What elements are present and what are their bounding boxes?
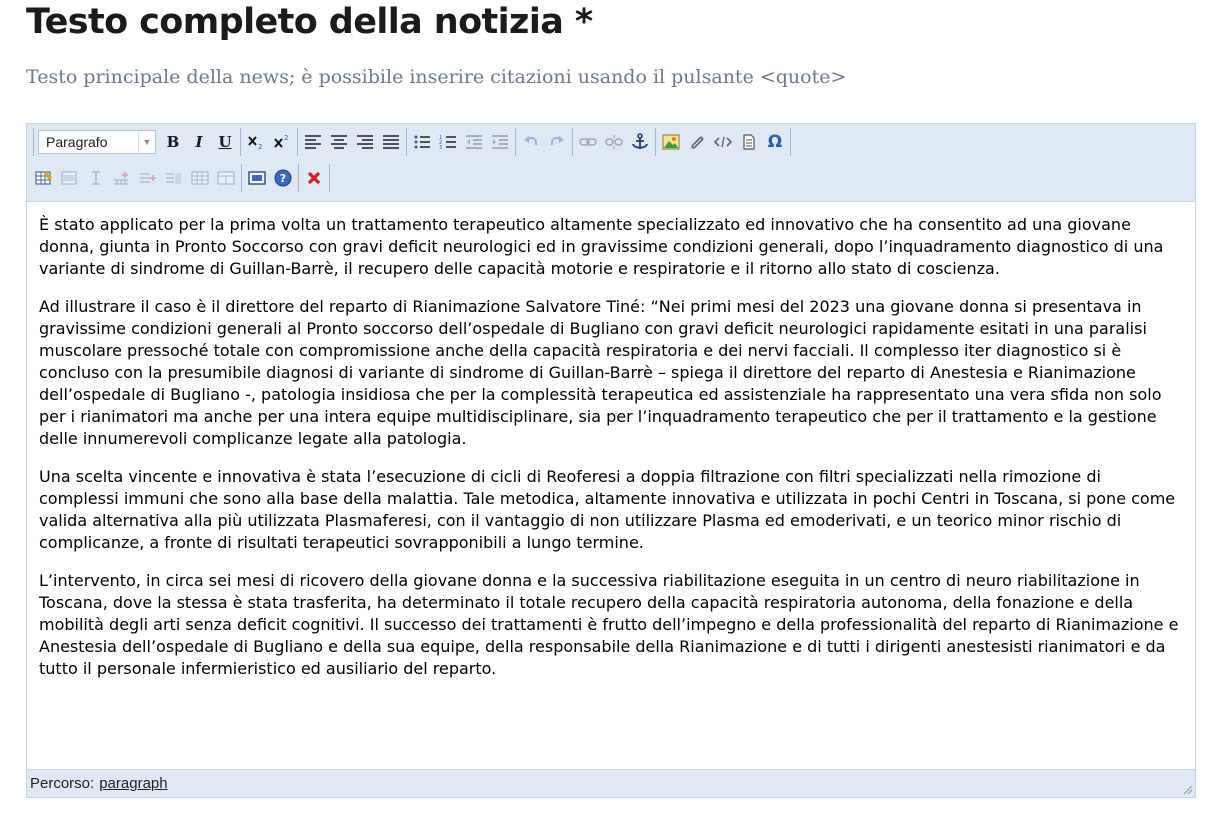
rich-text-editor <box>26 123 1196 798</box>
field-help-text: Testo principale della news; è possibile inserire citazioni usando il pulsante <quote> <box>26 66 847 88</box>
fullscreen-icon <box>248 170 266 186</box>
row-properties-button[interactable] <box>59 167 81 189</box>
toolbar-separator <box>241 164 242 192</box>
align-justify-icon <box>382 134 400 150</box>
document-icon <box>740 134 758 150</box>
link-icon <box>579 134 597 150</box>
merge-cells-button[interactable] <box>189 167 211 189</box>
bullet-list-icon <box>413 134 431 150</box>
paste-document-button[interactable] <box>738 131 760 153</box>
editor-status-bar <box>27 769 1195 797</box>
svg-text:1: 1 <box>439 135 443 141</box>
toolbar-separator <box>406 128 407 156</box>
split-cells-icon <box>217 170 235 186</box>
superscript-button[interactable] <box>271 131 293 153</box>
path-label: Percorso: <box>30 775 95 792</box>
undo-icon <box>522 134 540 150</box>
italic-button[interactable]: I <box>195 133 203 151</box>
html-source-button[interactable] <box>712 131 734 153</box>
help-icon <box>274 169 292 187</box>
toolbar-separator <box>298 164 299 192</box>
insert-image-button[interactable] <box>660 131 682 153</box>
bold-button[interactable]: B <box>166 133 180 151</box>
table-row-icon <box>61 170 79 186</box>
toolbar-separator <box>515 128 516 156</box>
indent-icon <box>491 134 509 150</box>
numbered-list-button[interactable] <box>437 131 459 153</box>
field-title: Testo completo della notizia * <box>26 2 593 42</box>
redo-button[interactable] <box>546 131 568 153</box>
charmap-button[interactable]: Ω <box>767 132 783 152</box>
align-justify-button[interactable] <box>380 131 402 153</box>
cell-properties-button[interactable] <box>85 167 107 189</box>
insert-row-button[interactable] <box>111 167 133 189</box>
table-edit-icon <box>35 170 53 186</box>
align-center-button[interactable] <box>328 131 350 153</box>
align-left-icon <box>304 134 322 150</box>
insert-column-icon <box>139 170 157 186</box>
editor-content-area[interactable] <box>27 201 1195 769</box>
toolbar-separator <box>572 128 573 156</box>
svg-text:2: 2 <box>258 143 263 150</box>
format-select[interactable] <box>38 130 156 154</box>
numbered-list-icon <box>439 134 457 150</box>
subscript-button[interactable] <box>245 131 267 153</box>
undo-button[interactable] <box>520 131 542 153</box>
insert-row-icon <box>113 170 131 186</box>
toolbar-separator <box>329 164 330 192</box>
outdent-icon <box>465 134 483 150</box>
path-element-link[interactable]: paragraph <box>99 775 168 792</box>
outdent-button[interactable] <box>463 131 485 153</box>
format-select-value: Paragrafo <box>46 134 108 150</box>
link-button[interactable] <box>577 131 599 153</box>
content-paragraph: Una scelta vincente e innovativa è stata l’esecuzione di cicli di Reoferesi a doppia filtrazione con filtri specializzati nella rimozione di complessi immuni che sono alla base della malattia. Tale metodica, altamente innovativa e utilizzata in pochi Centri in Toscana, si pone come valida alternativa alla più utilizzata Plasmaferesi, con il vantaggio di non utilizzare Plasma ed emoderivati, e un teorico minor rischio di complicanze, a fronte di risultati terapeutici sovrapponibili a lungo termine. <box>39 467 1176 552</box>
redo-icon <box>548 134 566 150</box>
paperclip-icon <box>688 134 706 150</box>
cancel-button[interactable] <box>303 167 325 189</box>
svg-text:2: 2 <box>284 134 289 142</box>
fullscreen-button[interactable] <box>246 167 268 189</box>
toolbar-separator <box>33 128 34 156</box>
align-left-button[interactable] <box>302 131 324 153</box>
content-paragraph: Ad illustrare il caso è il direttore del reparto di Rianimazione Salvatore Tiné: “Nei primi mesi del 2023 una giovane donna si presentava in gravissime condizioni generali al Pronto soccorso dell’ospedale di Bugliano con gravi deficit neurologici rapidamente esitati in una paralisi muscolare pressoché totale con compromissione anche della capacità respiratoria e dei nervi facciali. Il complesso iter diagnostico si è concluso con la presumibile diagnosi di variante di sindrome di Guillan-Barrè – spiega il direttore del reparto di Anestesia e Rianimazione dell’ospedale di Bugliano -, patologia insidiosa che per la complessità terapeutica ed assistenziale ha rappresentato una vera sfida non solo per i rianimatori ma anche per una intera equipe multidisciplinare, sia per l’inquadramento terapeutico che per il trattamento e la gestione delle innumerevoli complicanze legate alla patologia. <box>39 297 1162 448</box>
merge-cells-icon <box>191 170 209 186</box>
chevron-down-icon: ▼ <box>138 131 155 153</box>
toolbar-row-1 <box>27 124 793 160</box>
align-right-button[interactable] <box>354 131 376 153</box>
toolbar-separator <box>655 128 656 156</box>
attachment-button[interactable] <box>686 131 708 153</box>
anchor-icon <box>631 133 649 151</box>
image-icon <box>662 134 680 150</box>
delete-column-button[interactable] <box>163 167 185 189</box>
indent-button[interactable] <box>489 131 511 153</box>
align-right-icon <box>356 134 374 150</box>
split-cells-button[interactable] <box>215 167 237 189</box>
insert-column-button[interactable] <box>137 167 159 189</box>
toolbar-row-2 <box>27 160 332 196</box>
toolbar-separator <box>297 128 298 156</box>
align-center-icon <box>330 134 348 150</box>
close-icon <box>306 170 322 186</box>
svg-text:3: 3 <box>439 145 443 150</box>
superscript-icon <box>273 134 291 150</box>
help-button[interactable] <box>272 167 294 189</box>
bullet-list-button[interactable] <box>411 131 433 153</box>
table-button[interactable] <box>33 167 55 189</box>
subscript-icon <box>247 134 265 150</box>
svg-text:2: 2 <box>439 140 443 146</box>
code-icon <box>714 134 732 150</box>
svg-text:?: ? <box>279 172 287 185</box>
unlink-icon <box>605 134 623 150</box>
anchor-button[interactable] <box>629 131 651 153</box>
resize-grip-icon[interactable] <box>1181 783 1193 795</box>
table-cell-icon <box>87 170 105 186</box>
underline-button[interactable]: U <box>218 133 232 151</box>
content-paragraph: L’intervento, in circa sei mesi di ricovero della giovane donna e la successiva riabilitazione eseguita in un centro di neuro riabilitazione in Toscana, dove la stessa è stata trasferita, ha determinato il totale recupero della capacità respiratoria autonoma, della fonazione e della mobilità degli arti senza deficit cognitivi. Il successo dei trattamenti è frutto dell’impegno e della professionalità del reparto di Rianimazione e Anestesia dell’ospedale di Bugliano e della sua equipe, della responsabile della Rianimazione e di tutti i dirigenti anestesisti rianimatori e da tutto il personale infermieristico ed ausiliario del reparto. <box>39 571 1179 678</box>
toolbar-separator <box>790 128 791 156</box>
delete-column-icon <box>165 170 183 186</box>
content-paragraph: È stato applicato per la prima volta un trattamento terapeutico altamente specializzato ed innovativo che ha consentito ad una giovane donna, giunta in Pronto Soccorso con gravi deficit neurologici ed in gravissime condizioni generali, dopo l’inquadramento diagnostico di una variante di sindrome di Guillan-Barrè, il recupero delle capacità motorie e respiratorie e il ritorno allo stato di coscienza. <box>39 215 1164 278</box>
toolbar-separator <box>240 128 241 156</box>
unlink-button[interactable] <box>603 131 625 153</box>
